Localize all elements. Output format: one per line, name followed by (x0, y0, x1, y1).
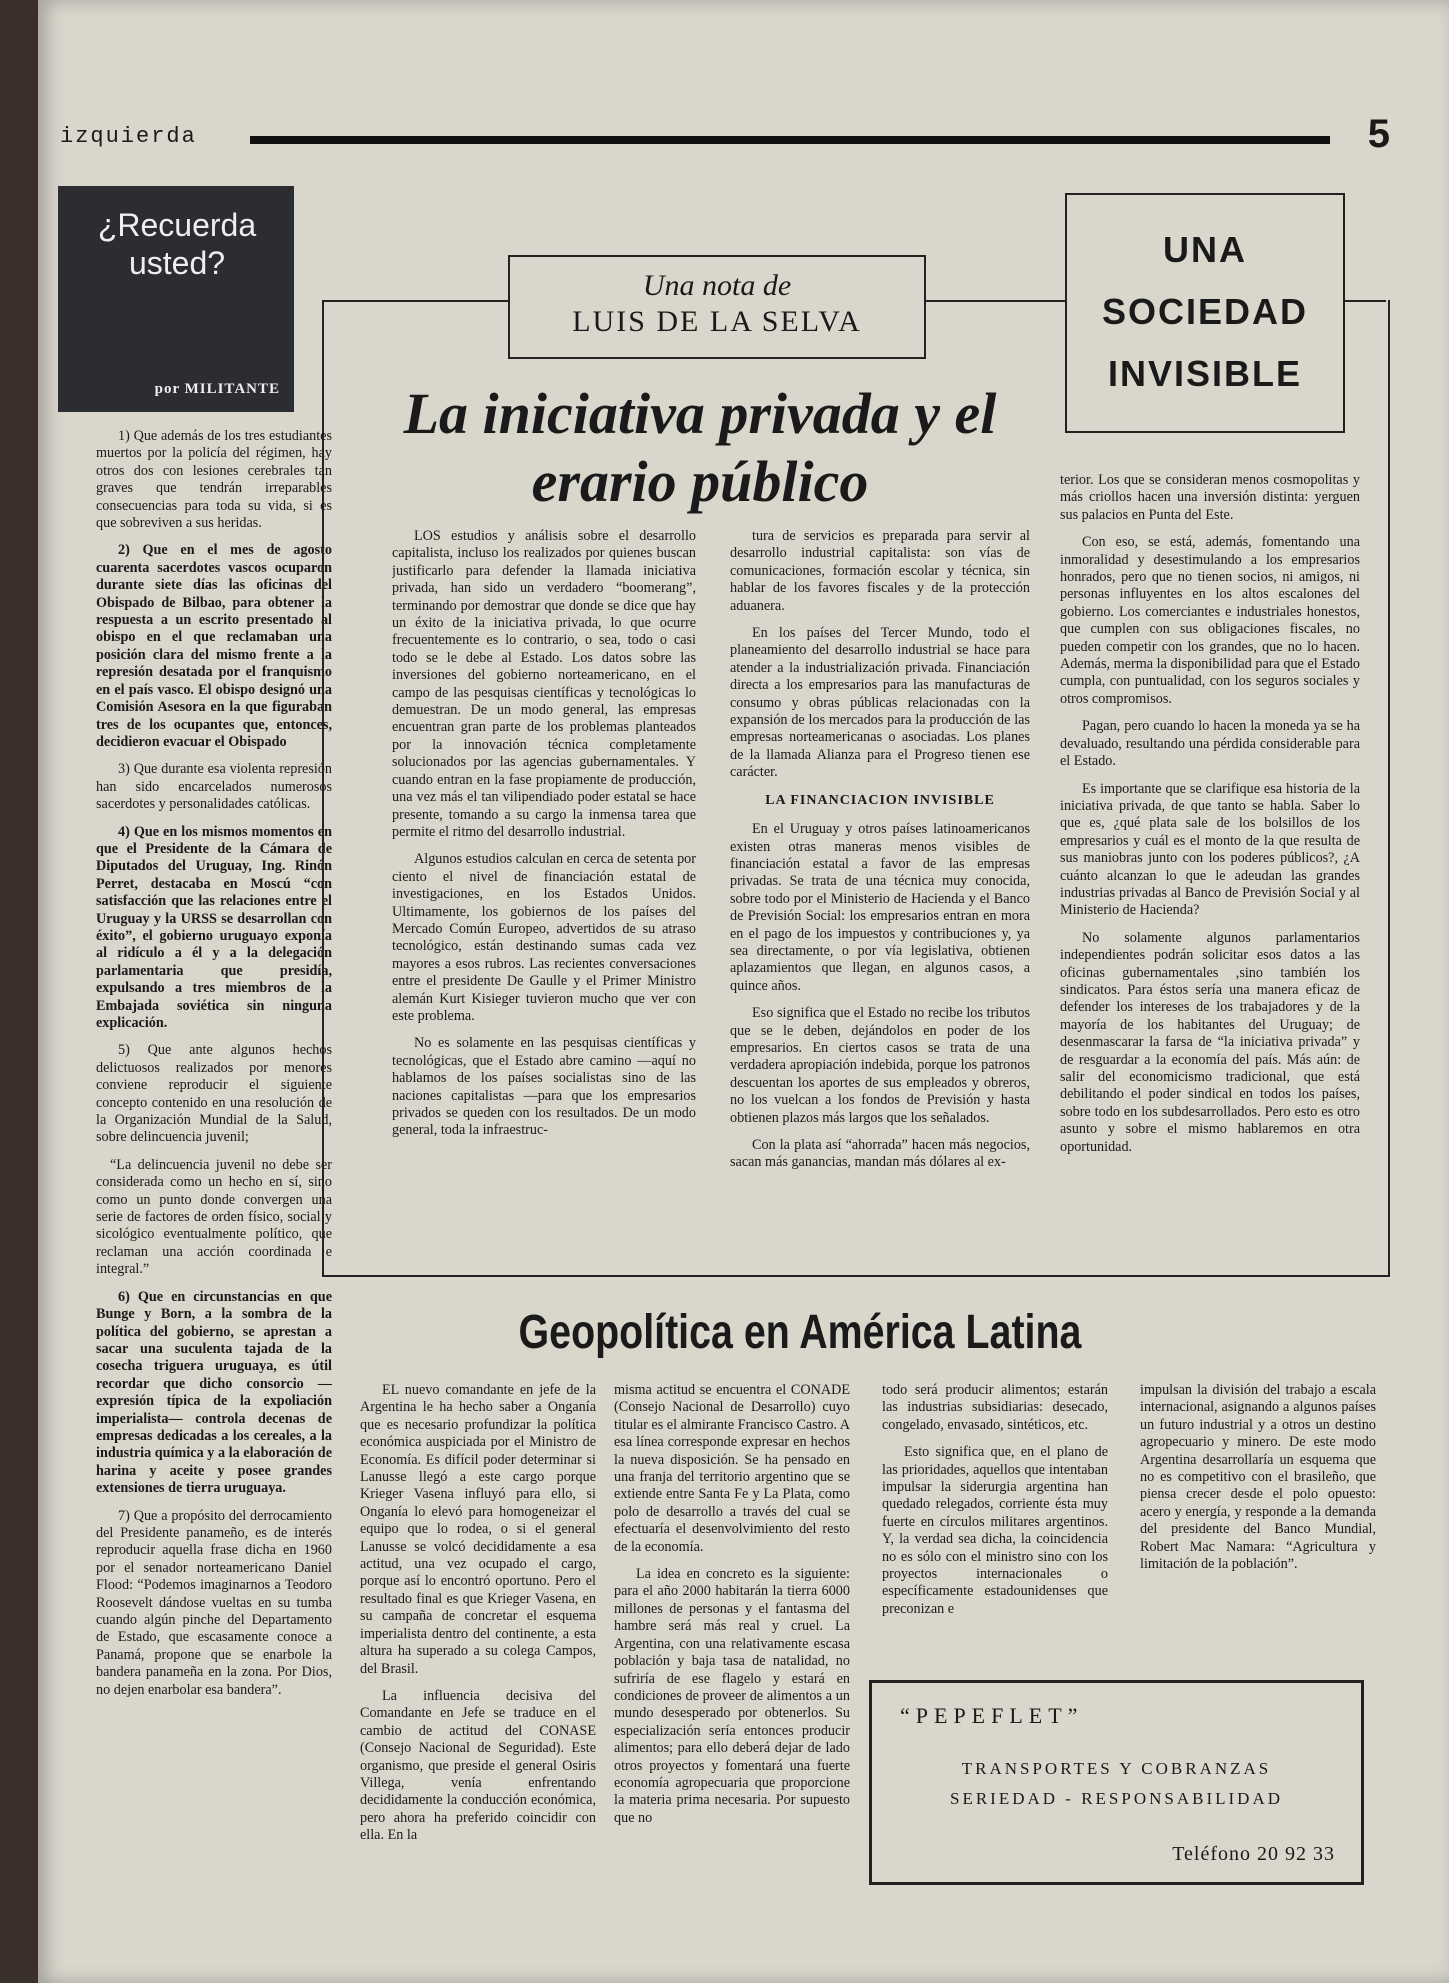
recuerda-title: ¿Recuerda usted? (97, 207, 257, 281)
recuerda-paragraph-6: “La delincuencia juvenil no debe ser considerada como un hecho en sí, sino como un punto donde convergen una serie de factores de orden físico, social y sicológico eventualmente político, que reclaman una acción coordinada e integral.” (96, 1156, 332, 1278)
geo-col2-paragraph-1: misma actitud se encuentra el CONADE (Consejo Nacional de Desarrollo) cuyo titular es el almirante Francisco Castro. A esa línea corresponde expresar en hechos la nueva disposición. Se ha pensado en una franja del territorio argentino que se extiende entre Santa Fe y La Plata, como polo de desarrollo a través del cual se efectuaría el desenvolvimiento del resto de la economía. (614, 1382, 850, 1555)
nota-col2b-paragraph-1: En el Uruguay y otros países latinoamericanos existen otras maneras menos visibles de financiación estatal a favor de las empresas privadas. Se trata de una técnica muy conocida, sobre todo por el Ministerio de Hacienda y el Banco de Previsión Social: los empresarios entran en mora en el pago de los impuestos y contribuciones y, ya sea directamente, o por vía legislativa, obtienen aplazamientos que llegan, en algunos casos, a quince años. (730, 821, 1030, 994)
geo-col4-paragraph-1: impulsan la división del trabajo a escala internacional, asignando a algunos países un futuro industrial y a otros un destino agropecuario y minero. De este modo Argentina desarrollaría un esquema que no es competitivo con el brasileño, que piensa crecer desde el polo opuesto: acero y energía, y responde a la demanda del presidente del Banco Mundial, Robert Mac Namara: “Agricultura y limitación de la población”. (1140, 1382, 1376, 1573)
nota-column-1 (392, 528, 696, 1263)
recuerda-paragraph-1: 1) Que además de los tres estudiantes muertos por la policía del régimen, hay otros dos con lesiones cerebrales tan graves que tendrán irreparables consecuencias para toda su vida, si es que sobreviven a sus heridas. (96, 428, 332, 532)
ad-phone: Teléfono 20 92 33 (1172, 1843, 1335, 1865)
sociedad-title-line2: SOCIEDAD (1101, 291, 1309, 332)
nota-kicker-line1: Una nota de (642, 269, 792, 302)
nota-col2b-paragraph-3: Con la plata así “ahorrada” hacen más negocios, sacan más ganancias, mandan más dólares al ex- (730, 1137, 1030, 1171)
geopolitica-column-3 (882, 1382, 1108, 1672)
pepeflet-advertisement (869, 1680, 1364, 1885)
nota-col1-paragraph-2: Algunos estudios calculan en cerca de setenta por ciento el nivel de financiación estatal de investigaciones, en los Estados Unidos. Ultimamente, los gobiernos de los países del Mercado Común Europeo, advertidos de su atraso tecnológico, están destinando sumas cada vez mayores a esos rubros. Las recientes conversaciones entre el presidente De Gaulle y el Primer Ministro alemán Kurt Kisieger tuvieron mucho que ver con este problema. (392, 851, 696, 1024)
geopolitica-column-2 (614, 1382, 850, 1887)
nota-col1-paragraph-3: No es solamente en las pesquisas científicas y tecnológicas, que el Estado abre camino —aquí no hablamos de los países socialistas sino de las naciones capitalistas —para que los empresarios privados se queden con los resultados. De un modo general, toda la infraestruc- (392, 1035, 696, 1139)
recuerda-paragraph-5: 5) Que ante algunos hechos delictuosos realizados por menores conviene reproducir el siguiente concepto contenido en una resolución de la Organización Mundial de la Salud, sobre delincuencia juvenil; (96, 1042, 332, 1146)
frame-top-far-right (1345, 300, 1386, 302)
geopolitica-title: Geopolítica en América Latina (518, 1306, 1082, 1359)
recuerda-column (96, 428, 332, 1958)
nota-col2b-paragraph-2: Eso significa que el Estado no recibe los tributos que se le deben, dejándolos en poder de los empresarios. En ciertos casos se trata de una verdadera apropiación indebida, porque los patronos descuentan los aportes de sus empleados y obreros, no los vuelcan a los fondos de Previsión y hasta obtienen plazos más largos que los señalados. (730, 1005, 1030, 1126)
geo-col1-paragraph-1: EL nuevo comandante en jefe de la Argentina le ha hecho saber a Onganía que es necesario profundizar la política económica auspiciada por el Ministro de Economía. Es difícil poder determinar si Lanusse llegó a este cargo porque Krieger Vasena influyó para ello, si Onganía lo elevó para homogeneizar el equipo que lo rodea, o si el general Lanusse se volcó decididamente a esa actitud, una vez ocupado el cargo, porque así lo encontró oportuno. Pero el resultado final es que Krieger Vasena, en su campaña de concretar el esquema imperialista dentro del continente, a esta altura ha superado a su colega Campos, del Brasil. (360, 1382, 596, 1677)
nota-column-2 (730, 528, 1030, 1263)
sociedad-column (1060, 472, 1360, 1264)
geo-col2-paragraph-2: La idea en concreto es la siguiente: para el año 2000 habitarán la tierra 6000 millones de personas y el fantasma del hambre será más real y cruel. La Argentina, con una relativamente escasa población y baja tasa de natalidad, no sufriría de ese flagelo y estará en condiciones de proveer de alimentos a un mundo desesperado por obtenerlos. Su especialización sería entonces producir alimentos; para ello deberá dejar de lado otros proyectos y fomentará una fuerte economía agropecuaria que proporcione la materia prima necesaria. Por supuesto que no (614, 1566, 850, 1826)
sociedad-title-line1: UNA (1163, 229, 1247, 270)
nota-col2-paragraph-1: tura de servicios es preparada para servir al desarrollo industrial capitalista: son vías de comunicaciones, formación escolar y técnica, sin hablar de los favores fiscales y de la protección aduanera. (730, 528, 1030, 614)
ad-name: “PEPEFLET” (900, 1703, 1084, 1728)
page-header (60, 112, 1390, 158)
ad-line-2: SERIEDAD - RESPONSABILIDAD (949, 1789, 1283, 1808)
sociedad-title-line3: INVISIBLE (1107, 353, 1303, 394)
ad-line-1: TRANSPORTES Y COBRANZAS (961, 1759, 1272, 1778)
sociedad-paragraph-4: Es importante que se clarifique esa historia de la iniciativa privada, de que tanto se habla. Saber lo que es, ¿qué plata sale de los bolsillos de los empresarios y cuál es el monto de la que resulta de sus maniobras junto con los poderes públicos?, ¿A cuánto alcanzan lo que le adeudan las grandes industrias privadas al Banco de Previsión Social y al Ministerio de Hacienda? (1060, 780, 1360, 919)
nota-kicker-line2: LUIS DE LA SELVA (572, 305, 862, 338)
recuerda-byline: por MILITANTE (154, 381, 280, 397)
sociedad-paragraph-5: No solamente algunos parlamentarios independientes podrán solicitar esos datos a las oficinas gubernamentales ,sino también los sindicatos. Para éstos sería una manera eficaz de defender los intereses de los trabajadores y de la mayoría de los habitantes del Uruguay; de desenmascarar la farsa de “la iniciativa privada” y de resguardar a la economía del país. Más aún: de salir del economicismo tradicional, que está debilitando el poder sindical en todos los países, sobre todo en los subdesarrollados. Pero esto es otro asunto y sobre el mismo hablaremos en otra oportunidad. (1060, 929, 1360, 1155)
geo-col1-paragraph-2: La influencia decisiva del Comandante en Jefe se traduce en el cambio de actitud del CONASE (Consejo Nacional de Seguridad). Este organismo, que preside el general Osiris Villega, venía enfrentando decididamente la conducción económica, pero ahora ha preferido coincidir con ella. En la (360, 1687, 596, 1844)
geo-col3-paragraph-1: todo será producir alimentos; estarán las industrias subsidiarias: desecado, congelado, envasado, sintéticos, etc. (882, 1382, 1108, 1433)
frame-top-left (322, 300, 508, 302)
sociedad-paragraph-3: Pagan, pero cuando lo hacen la moneda ya se ha devaluado, resultando una pérdida considerable para el Estado. (1060, 718, 1360, 770)
header-rule (250, 136, 1330, 144)
recuerda-paragraph-2: 2) Que en el mes de agosto cuarenta sacerdotes vascos ocuparon durante siete días las oficinas del Obispado de Bilbao, para obtener la respuesta a un escrito presentado al obispo en el que reclamaban una posición clara del mismo frente a la represión desatada por el franquismo en el país vasco. El obispo designó una Comisión Asesora en la que figuraban tres de los ocupantes que, entonces, decidieron evacuar el Obispado (96, 542, 332, 750)
recuerda-paragraph-4: 4) Que en los mismos momentos en que el Presidente de la Cámara de Diputados del Uruguay, Ing. Rinón Perret, destacaba en Moscú “con satisfacción que las relaciones entre el Uruguay y la URSS se desarrollan con éxito”, el gobierno uruguayo exponía al ridículo a él y a la delegación parlamentaria que presidía, expulsando a tres miembros de la Embajada soviética sin ninguna explicación. (96, 823, 332, 1031)
geopolitica-column-4 (1140, 1382, 1376, 1672)
recuerda-paragraph-3: 3) Que durante esa violenta represión han sido encarcelados numerosos sacerdotes y personalidades católicas. (96, 761, 332, 813)
section-label: izquierda (60, 124, 197, 149)
article-title: La iniciativa privada y el erario público (403, 381, 997, 514)
recuerda-paragraph-7: 6) Que en circunstancias en que Bunge y Born, a la sombra de la política del gobierno, se aprestan a sacar una suculenta tajada de la cosecha triguera uruguaya, es útil recordar que dicho consorcio —expresión típica de la expoliación imperialista— controla decenas de empresas dedicadas a los cereales, a la industria química y a la elaboración de harina y aceite y posee grandes extensiones de tierra uruguaya. (96, 1288, 332, 1497)
sociedad-paragraph-2: Con eso, se está, además, fomentando una inmoralidad y desestimulando a los empresarios honrados, pero que no tienen socios, ni amigos, ni personas influyentes en los altos escalones del gobierno. Los comerciantes e industriales honestos, que cumplen con sus obligaciones fiscales, no pueden competir con los grandes, que no lo hacen. Además, merma la disponibilidad para que el Estado cumpla, con puntualidad, con los seguros sociales y otros compromisos. (1060, 534, 1360, 707)
page-number: 5 (1367, 112, 1390, 156)
nota-subhead: LA FINANCIACION INVISIBLE (765, 792, 995, 808)
geopolitica-column-1 (360, 1382, 596, 1887)
nota-col2-paragraph-2: En los países del Tercer Mundo, todo el planeamiento del desarrollo industrial se hace para atender a la industrialización privada. Financiación directa a los empresarios para las manufacturas de consumo y obras públicas relacionadas con la expansión de los mercados para la producción de las empresas norteamericanas o asociadas. Los planes de la llamada Alianza para el Progreso tienen ese carácter. (730, 625, 1030, 781)
frame-top-right (925, 300, 1065, 302)
recuerda-paragraph-8: 7) Que a propósito del derrocamiento del Presidente panameño, es de interés reproducir aquella frase dicha en 1960 por el senador norteamericano Daniel Flood: “Podemos imaginarnos a Teodoro Roosevelt dándose vueltas en su tumba cuando algún pinche del Departamento de Estado, que escasamente conoce a Panamá, propone que se enarbole la bandera panameña en la zona. Por Dios, no dejen enarbolar esa bandera”. (96, 1507, 332, 1698)
sociedad-title-box (1065, 193, 1345, 433)
nota-col1-paragraph-1: LOS estudios y análisis sobre el desarrollo capitalista, incluso los realizados por quienes buscan justificarlo para defender la llamada iniciativa privada, han sido un verdadero “boomerang”, terminando por demostrar que donde se dice que hay un éxito de la iniciativa privada, lo que ocurre frecuentemente es lo contrario, o sea, todo o casi todo se le debe al Estado. Los datos sobre las inversiones del gobierno norteamericano, en el campo de las pesquisas científicas y tecnológicas lo demuestran. De un modo general, las empresas encuentran gran parte de los problemas planteados por la innovación técnica completamente solucionados por las agencias gubernamentales. Y cuando entran en la fase propiamente de producción, una vez más el tan vilipendiado poder estatal se hace presente, tomando a su cargo la inmensa tarea que permite el ritmo del desarrollo industrial. (392, 528, 696, 840)
geo-col3-paragraph-2: Esto significa que, en el plano de las prioridades, aquellos que intentaban impulsar la siderurgia argentina han quedado relegados, corriente ésta muy fuerte en círculos militares argentinos. Y, la verdad sea dicha, la coincidencia no es sólo con el ministro sino con los proyectos internacionales o específicamente estadounidenses que preconizan e (882, 1444, 1108, 1617)
nota-kicker-box (508, 255, 926, 359)
sociedad-paragraph-1: terior. Los que se consideran menos cosmopolitas y más criollos hacen una inversión distinta: yerguen sus palacios en Punta del Este. (1060, 472, 1360, 523)
recuerda-title-box (58, 186, 294, 412)
